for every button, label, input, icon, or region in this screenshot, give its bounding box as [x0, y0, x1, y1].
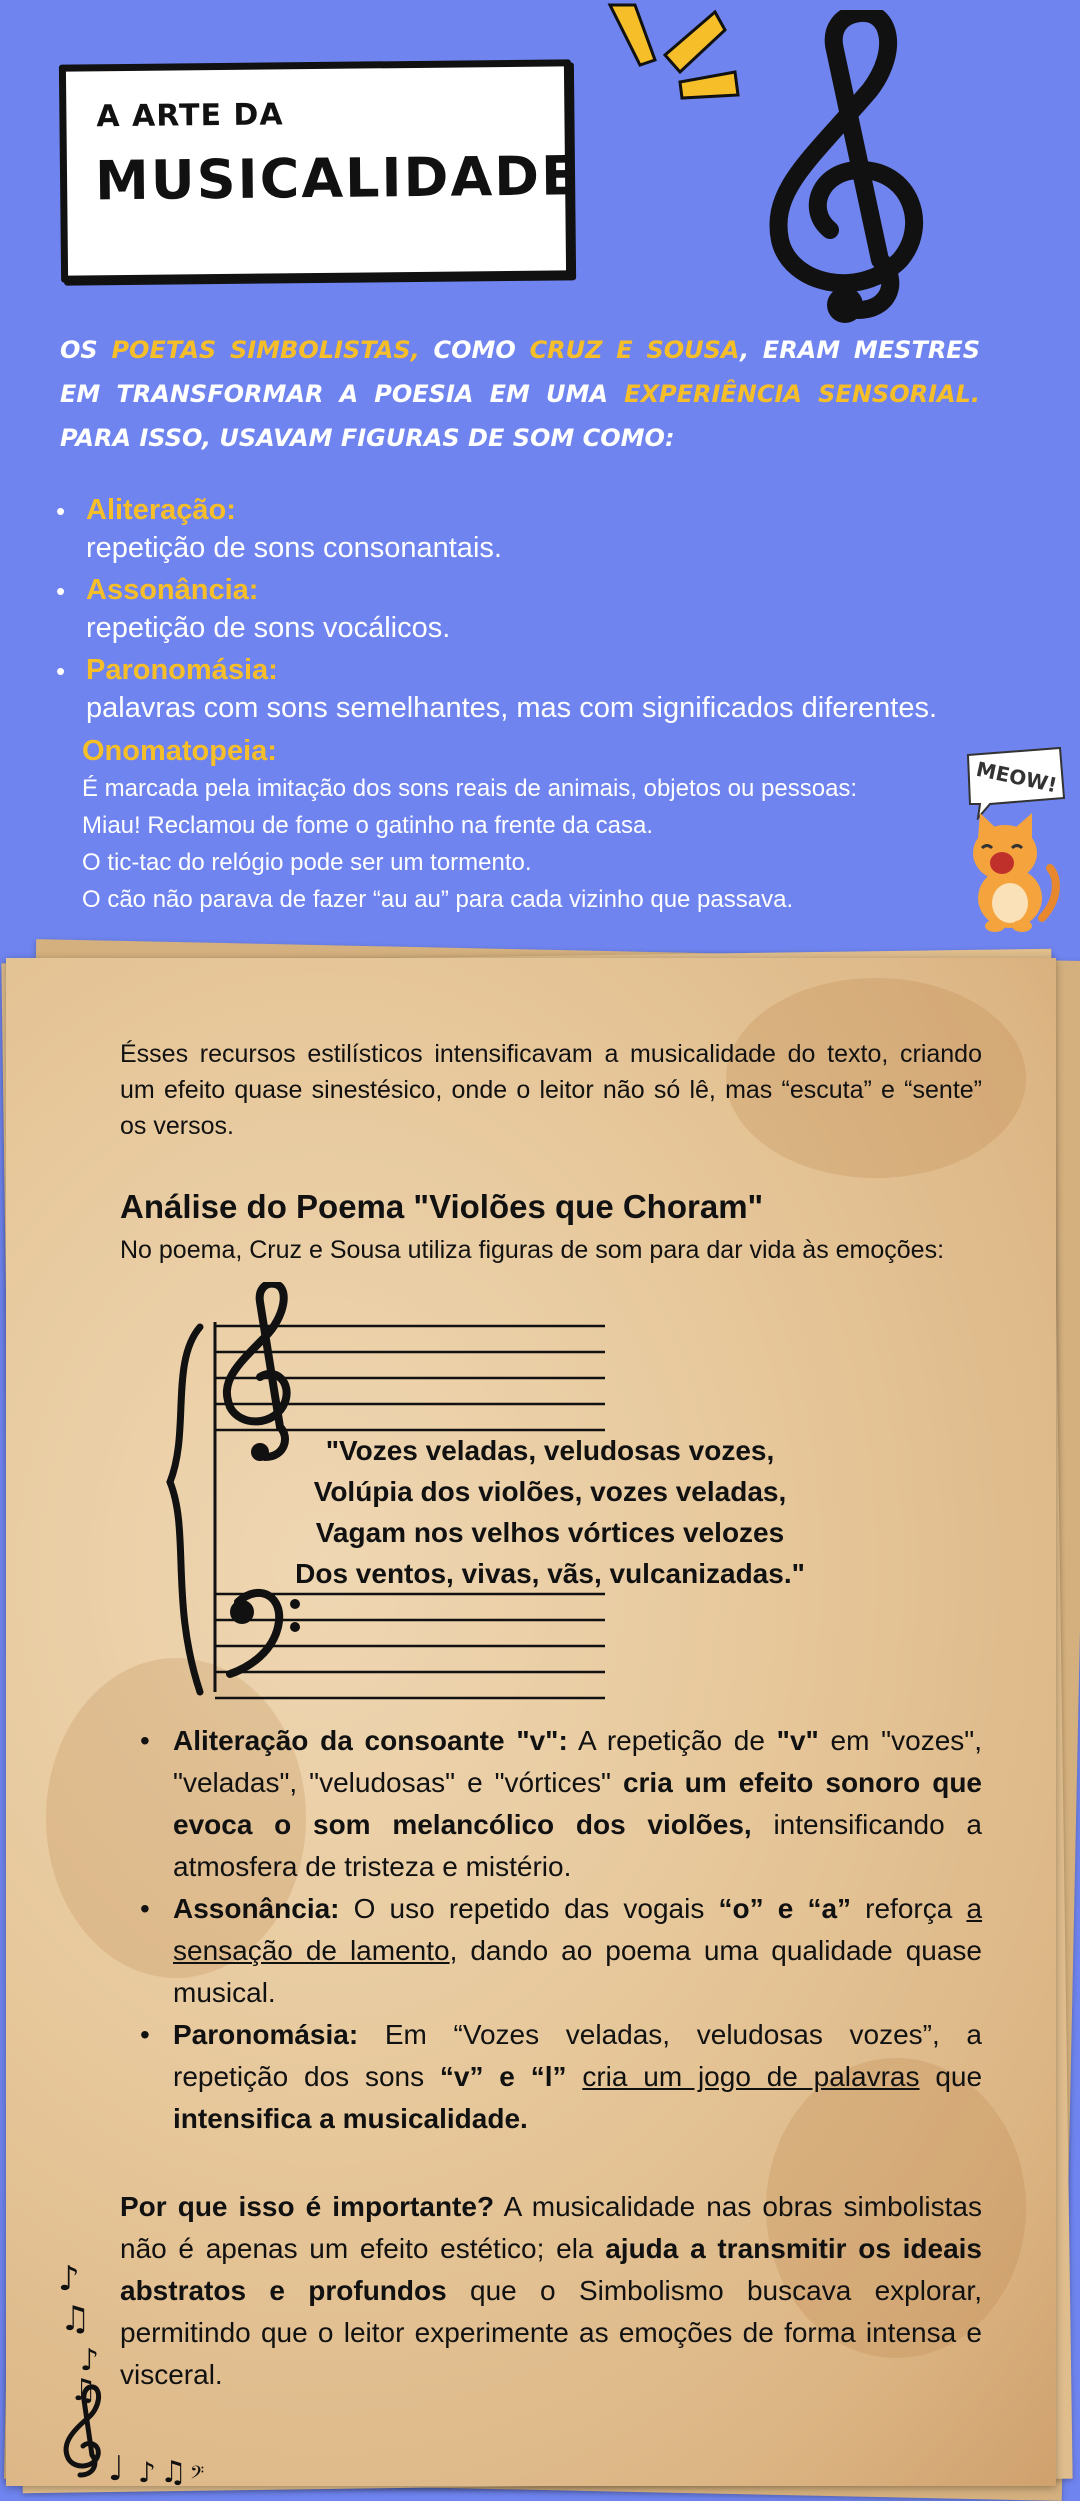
svg-text:♫: ♫ — [160, 2455, 187, 2490]
page-title: MUSICALIDADE — [94, 144, 581, 213]
item-emphasis: intensifica a musicalidade. — [173, 2103, 528, 2134]
onomatopeia-line: O cão não parava de fazer “au au” para cada vizinho que passava. — [82, 886, 794, 913]
why-paragraph — [120, 2186, 982, 2396]
onomatopeia-line: É marcada pela imitação dos sons reais de animais, objetos ou pessoas: — [82, 775, 858, 802]
onomatopeia-line: O tic-tac do relógio pode ser um tormento. — [82, 849, 532, 876]
bullet-icon: • — [140, 1893, 150, 1924]
figure-title: Paronomásia: — [86, 654, 278, 686]
figure-description: repetição de sons vocálicos. — [86, 612, 451, 644]
why-emphasis: ajuda a transmitir os ideais abstratos e profundos — [120, 2233, 982, 2306]
cat-icon — [960, 808, 1060, 933]
item-emphasis: "v" — [776, 1725, 819, 1756]
item-emphasis: “v” e “l” — [439, 2061, 567, 2092]
item-text: em "vozes", "veladas", "veludosas" e "vórtices" — [173, 1725, 982, 1798]
poem-line: Vagam nos velhos vórtices velozes — [315, 1517, 785, 1548]
item-emphasis: “o” e “a” — [718, 1893, 852, 1924]
intro-highlight: CRUZ E SOUSA — [529, 336, 740, 364]
analysis-list — [140, 1720, 982, 2140]
figure-title: Aliteração: — [86, 494, 236, 526]
item-term: Aliteração da consoante "v": — [173, 1725, 568, 1756]
why-text: que o Simbolismo buscava explorar, permitindo que o leitor experimente as emoções de forma intensa e visceral. — [120, 2275, 982, 2390]
item-text: Em “Vozes veladas, veludosas vozes”, a repetição dos sons — [173, 2019, 982, 2092]
svg-text:♪: ♪ — [58, 2259, 80, 2299]
item-underline: a sensação de lamento — [173, 1893, 983, 1966]
intro-text: OS — [60, 336, 112, 364]
list-item — [56, 572, 1046, 648]
sound-figures-list — [56, 492, 1046, 732]
poem-quote — [250, 1430, 850, 1594]
item-text: A repetição de — [567, 1725, 777, 1756]
list-item — [140, 1720, 982, 1888]
music-notes-icon — [50, 2250, 230, 2490]
svg-text:♩: ♩ — [108, 2449, 125, 2489]
intro-text: COMO — [419, 336, 530, 364]
poem-line: Volúpia dos violões, vozes veladas, — [313, 1476, 787, 1507]
svg-text:♪: ♪ — [138, 2456, 156, 2489]
item-underline: cria um jogo de palavras — [582, 2061, 920, 2092]
meow-text: MEOW! — [974, 756, 1060, 798]
item-text — [566, 2061, 582, 2092]
item-text: que — [919, 2061, 983, 2092]
list-item — [56, 492, 1046, 568]
list-item — [140, 2014, 982, 2140]
intro-highlight: EXPERIÊNCIA SENSORIAL. — [624, 380, 980, 408]
why-question: Por que isso é importante? — [120, 2191, 495, 2222]
item-text: reforça — [851, 1893, 967, 1924]
svg-text:𝄢: 𝄢 — [190, 2463, 205, 2488]
bullet-icon: • — [140, 1725, 150, 1756]
item-text: O uso repetido das vogais — [339, 1893, 719, 1924]
poem-line: Dos ventos, vivas, vãs, vulcanizadas." — [295, 1558, 805, 1589]
onomatopeia-title: Onomatopeia: — [82, 735, 277, 767]
bullet-icon: • — [56, 656, 66, 686]
figure-description: palavras com sons semelhantes, mas com significados diferentes. — [86, 692, 938, 724]
poem-line: "Vozes veladas, veludosas vozes, — [325, 1435, 775, 1466]
svg-text:♫: ♫ — [60, 2299, 91, 2339]
intro-text: PARA ISSO, USAVAM FIGURAS DE SOM COMO: — [60, 424, 675, 452]
treble-clef-icon — [740, 10, 940, 330]
intro-paragraph — [60, 328, 980, 460]
figure-description: repetição de sons consonantais. — [86, 532, 502, 564]
item-emphasis: cria um efeito sonoro que evoca o som melancólico dos violões, — [173, 1767, 983, 1840]
burst-lines-icon — [600, 0, 750, 130]
onomatopeia-line: Miau! Reclamou de fome o gatinho na frente da casa. — [82, 812, 654, 839]
item-term: Assonância: — [173, 1893, 340, 1924]
bullet-icon: • — [56, 576, 66, 606]
title-small: A ARTE DA — [96, 97, 284, 135]
analysis-title: Análise do Poema "Violões que Choram" — [120, 1188, 764, 1225]
title-card — [59, 59, 581, 282]
bullet-icon: • — [56, 496, 66, 526]
item-text: intensificando a atmosfera de tristeza e mistério. — [173, 1809, 983, 1882]
onomatopeia-section — [82, 732, 962, 918]
why-text: A musicalidade nas obras simbolistas não é apenas um efeito estético; ela — [120, 2191, 983, 2264]
bullet-icon: • — [140, 2019, 150, 2050]
paper-paragraph: Ésses recursos estilísticos intensificavam a musicalidade do texto, criando um efeito quase sinestésico, onde o leitor não só lê, mas “escuta” e “sente” os versos. — [120, 1040, 982, 1140]
item-term: Paronomásia: — [173, 2019, 359, 2050]
svg-text:♫: ♫ — [70, 2373, 97, 2408]
figure-title: Assonância: — [86, 574, 259, 606]
analysis-intro: No poema, Cruz e Sousa utiliza figuras de som para dar vida às emoções: — [120, 1236, 945, 1264]
intro-highlight: POETAS SIMBOLISTAS, — [111, 336, 420, 364]
item-text: , dando ao poema uma qualidade quase musical. — [173, 1935, 982, 2008]
list-item — [140, 1888, 982, 2014]
intro-text: , ERAM MESTRES EM TRANSFORMAR A POESIA EM UMA — [60, 336, 980, 408]
list-item — [56, 652, 1046, 728]
svg-text:♪: ♪ — [80, 2343, 100, 2378]
